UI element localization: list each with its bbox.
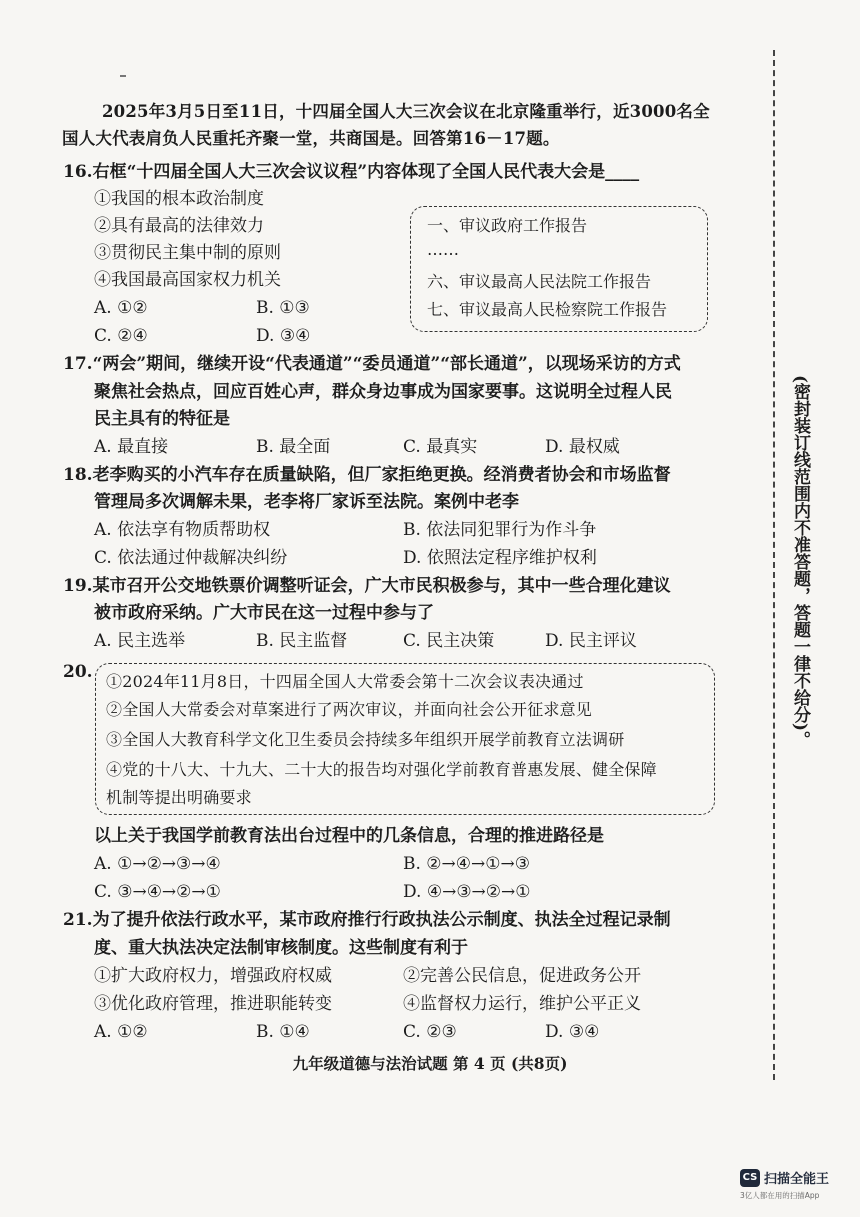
q16-agenda-box [410, 206, 708, 332]
q17-stem-line-3: 民主具有的特征是 [94, 409, 230, 429]
q21-item-4: ④监督权力运行，维护公平正义 [403, 994, 641, 1014]
seal-notice: (密封装订线范围内不准答题，答题一律不给分)。 [790, 375, 810, 749]
q16-stem: 16.右框“十四届全国人大三次会议议程”内容体现了全国人民代表大会是____ [63, 162, 640, 182]
intro-paragraph: 2025年3月5日至11日，十四届全国人大三次会议在北京隆重举行，近3000名全国人大代表肩负人民重托齐聚一堂，共商国是。回答第16－17题。 [62, 102, 710, 148]
q20-choice-b: B. ②→④→①→③ [403, 854, 530, 874]
q21-item-1: ①扩大政府权力，增强政府权威 [94, 966, 332, 986]
q20-choice-d: D. ④→③→②→① [403, 882, 531, 902]
q18-stem-line-2: 管理局多次调解未果，老李将厂家诉至法院。案例中老李 [94, 492, 519, 512]
q16-agenda-line-7: 七、审议最高人民检察院工作报告 [427, 300, 668, 319]
q20-info-1: ①2024年11月8日，十四届全国人大常委会第十二次会议表决通过 [106, 672, 584, 691]
q16-agenda-ellipsis: …… [427, 240, 459, 259]
q17-choice-c: C. 最真实 [403, 437, 478, 457]
q21-choice-b: B. ①④ [256, 1022, 310, 1042]
q16-choice-c: C. ②④ [94, 326, 148, 346]
q16-agenda-line-1: 一、审议政府工作报告 [427, 216, 588, 235]
q18-choice-c: C. 依法通过仲裁解决纠纷 [94, 548, 288, 568]
q16-item-4: ④我国最高国家权力机关 [94, 270, 281, 290]
q16-item-1: ①我国的根本政治制度 [94, 189, 264, 209]
binding-dashed-line [773, 50, 775, 1080]
q21-choice-c: C. ②③ [403, 1022, 457, 1042]
q19-stem-line-2: 被市政府采纳。广大市民在这一过程中参与了 [94, 603, 434, 623]
q19-choice-b: B. 民主监督 [256, 631, 348, 651]
q16-choice-d: D. ③④ [256, 326, 311, 346]
q18-choice-b: B. 依法同犯罪行为作斗争 [403, 520, 597, 540]
q16-choice-b: B. ①③ [256, 298, 310, 318]
scanner-slogan: 3亿人都在用的扫描App [740, 1191, 820, 1200]
q17-choice-d: D. 最权威 [545, 437, 620, 457]
q20-choice-a: A. ①→②→③→④ [94, 854, 221, 874]
q20-info-4: ④党的十八大、十九大、二十大的报告均对强化学前教育普惠发展、健全保障 [106, 760, 657, 779]
page-footer: 九年级道德与法治试题 第 4 页 (共8页) [292, 1054, 568, 1073]
q19-choice-d: D. 民主评议 [545, 631, 637, 651]
q17-stem-line-2: 聚焦社会热点，回应百姓心声，群众身边事成为国家要事。这说明全过程人民 [94, 382, 672, 402]
q16-agenda-line-6: 六、审议最高人民法院工作报告 [427, 272, 652, 291]
scanner-logo-icon: CS [740, 1169, 760, 1187]
q19-choice-a: A. 民主选举 [94, 631, 186, 651]
q19-choice-c: C. 民主决策 [403, 631, 495, 651]
q16-item-3: ③贯彻民主集中制的原则 [94, 243, 281, 263]
q17-stem-line-1: 17.“两会”期间，继续开设“代表通道”“委员通道”“部长通道”，以现场采访的方式 [63, 354, 681, 374]
scan-speck [120, 75, 126, 77]
q16-item-2: ②具有最高的法律效力 [94, 216, 264, 236]
q18-choice-d: D. 依照法定程序维护权利 [403, 548, 597, 568]
q17-choice-b: B. 最全面 [256, 437, 331, 457]
q20-info-4-cont: 机制等提出明确要求 [106, 788, 252, 807]
q21-choice-a: A. ①② [94, 1022, 148, 1042]
scanner-app-name: 扫描全能王 [764, 1172, 830, 1187]
q20-info-3: ③全国人大教育科学文化卫生委员会持续多年组织开展学前教育立法调研 [106, 730, 625, 749]
scanner-watermark [740, 1167, 850, 1207]
q21-stem-line-1: 21.为了提升依法行政水平，某市政府推行行政执法公示制度、执法全过程记录制 [63, 910, 671, 930]
q16-choice-a: A. ①② [94, 298, 148, 318]
q18-choice-a: A. 依法享有物质帮助权 [94, 520, 271, 540]
q19-stem-line-1: 19.某市召开公交地铁票价调整听证会，广大市民积极参与，其中一些合理化建议 [63, 576, 671, 596]
q20-choice-c: C. ③→④→②→① [94, 882, 221, 902]
q20-stem: 以上关于我国学前教育法出台过程中的几条信息，合理的推进路径是 [94, 826, 604, 846]
q18-stem-line-1: 18.老李购买的小汽车存在质量缺陷，但厂家拒绝更换。经消费者协会和市场监督 [63, 465, 671, 485]
q21-choice-d: D. ③④ [545, 1022, 600, 1042]
q21-item-2: ②完善公民信息，促进政务公开 [403, 966, 641, 986]
q20-info-2: ②全国人大常委会对草案进行了两次审议，并面向社会公开征求意见 [106, 700, 593, 719]
q17-choice-a: A. 最直接 [94, 437, 169, 457]
q20-number: 20. [63, 662, 93, 682]
q20-info-box [95, 663, 715, 815]
q21-item-3: ③优化政府管理，推进职能转变 [94, 994, 332, 1014]
q21-stem-line-2: 度、重大执法决定法制审核制度。这些制度有利于 [94, 938, 468, 958]
